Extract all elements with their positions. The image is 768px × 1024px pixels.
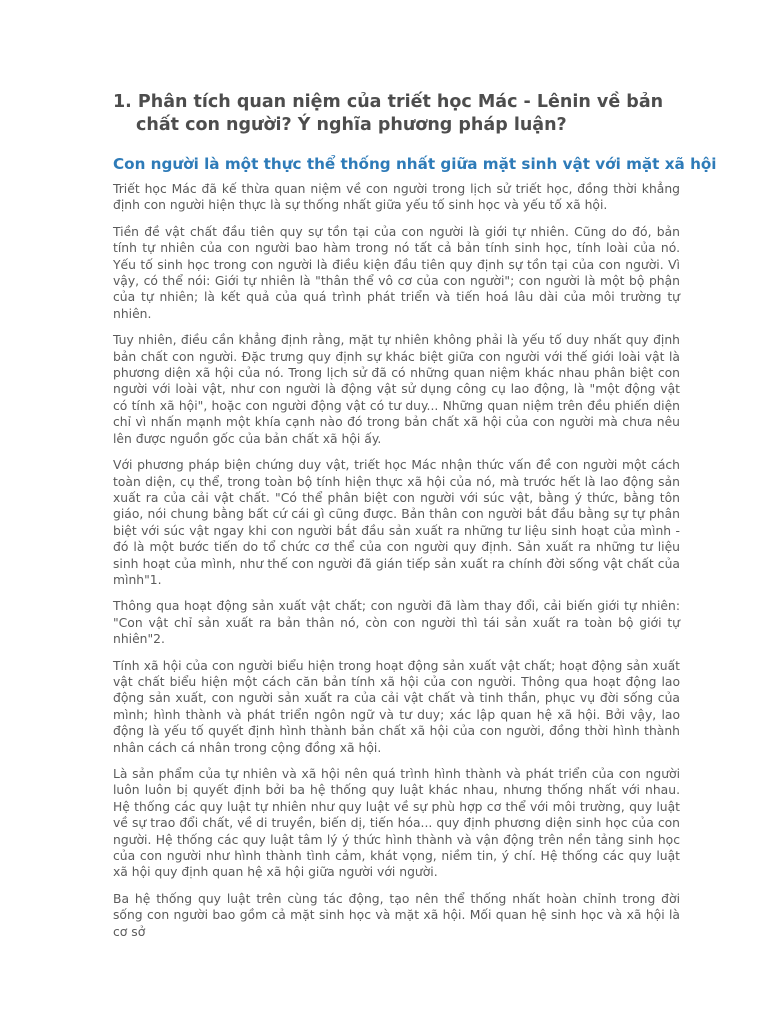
paragraph: Ba hệ thống quy luật trên cùng tác động, tạo nên thể thống nhất hoàn chỉnh trong đời sống con người bao gồm cả mặt sinh học và mặt xã hội. Mối quan hệ sinh học và xã hội là cơ sở — [113, 891, 680, 939]
document-title: 1. Phân tích quan niệm của triết học Mác - Lênin về bản chất con người? Ý nghĩa phương pháp luận? — [113, 92, 664, 135]
paragraph: Tiền đề vật chất đầu tiên quy sự tồn tại của con người là giới tự nhiên. Cũng do đó, bản tính tự nhiên của con người bao hàm trong nó tất cả bản tính sinh học, tính loài của nó. Yếu tố sinh học trong con người là điều kiện đầu tiên quy định sự tồn tại của con người. Vì vậy, có thể nói: Giới tự nhiên là "thân thể vô cơ của con người"; con người là một bộ phận của tự nhiên; là kết quả của quá trình phát triển và tiến hoá lâu dài của môi trường tự nhiên. — [113, 224, 680, 321]
paragraph: Triết học Mác đã kế thừa quan niệm về con người trong lịch sử triết học, đồng thời khẳng định con người hiện thực là sự thống nhất giữa yếu tố sinh học và yếu tố xã hội. — [113, 182, 680, 213]
paragraph: Thông qua hoạt động sản xuất vật chất; con người đã làm thay đổi, cải biến giới tự nhiên: "Con vật chỉ sản xuất ra bản thân nó, còn con người thì tái sản xuất ra toàn bộ giới tự nhiên"2. — [113, 599, 680, 647]
section-heading: Con người là một thực thể thống nhất giữa mặt sinh vật với mặt xã hội — [113, 155, 717, 173]
document-body — [113, 181, 680, 950]
paragraph: Tính xã hội của con người biểu hiện trong hoạt động sản xuất vật chất; hoạt động sản xuất vật chất biểu hiện một cách căn bản tính xã hội của con người. Thông qua hoạt động lao động sản xuất, con người sản xuất ra của cải vật chất và tinh thần, phục vụ đời sống của mình; hình thành và phát triển ngôn ngữ và tư duy; xác lập quan hệ xã hội. Bởi vậy, lao động là yếu tố quyết định hình thành bản chất xã hội của con người, đồng thời hình thành nhân cách cá nhân trong cộng đồng xã hội. — [113, 658, 680, 755]
paragraph: Tuy nhiên, điều cần khẳng định rằng, mặt tự nhiên không phải là yếu tố duy nhất quy định bản chất con người. Đặc trưng quy định sự khác biệt giữa con người với thế giới loài vật là phương diện xã hội của nó. Trong lịch sử đã có những quan niệm khác nhau phân biệt con người với loài vật, như con người là động vật sử dụng công cụ lao động, là "một động vật có tính xã hội", hoặc con người động vật có tư duy... Những quan niệm trên đều phiến diện chỉ vì nhấn mạnh một khía cạnh nào đó trong bản chất xã hội của con người mà chưa nêu lên được nguồn gốc của bản chất xã hội ấy. — [113, 333, 680, 446]
paragraph: Với phương pháp biện chứng duy vật, triết học Mác nhận thức vấn đề con người một cách toàn diện, cụ thể, trong toàn bộ tính hiện thực xã hội của nó, mà trước hết là lao động sản xuất ra của cải vật chất. "Có thể phân biệt con người với súc vật, bằng ý thức, bằng tôn giáo, nói chung bằng bất cứ cái gì cũng được. Bản thân con người bắt đầu bằng sự tự phân biệt với súc vật ngay khi con người bắt đầu sản xuất ra những tư liệu sinh hoạt của mình - đó là một bước tiến do tổ chức cơ thể của con người quy định. Sản xuất ra những tư liệu sinh hoạt của mình, như thế con người đã gián tiếp sản xuất ra chính đời sống vật chất của mình"1. — [113, 458, 680, 587]
paragraph: Là sản phẩm của tự nhiên và xã hội nên quá trình hình thành và phát triển của con người luôn luôn bị quyết định bởi ba hệ thống quy luật khác nhau, nhưng thống nhất với nhau. Hệ thống các quy luật tự nhiên như quy luật về sự phù hợp cơ thể với môi trường, quy luật về sự trao đổi chất, về di truyền, biến dị, tiến hóa... quy định phương diện sinh học của con người. Hệ thống các quy luật tâm lý ý thức hình thành và vận động trên nền tảng sinh học của con người như hình thành tình cảm, khát vọng, niềm tin, ý chí. Hệ thống các quy luật xã hội quy định quan hệ xã hội giữa người với người. — [113, 767, 680, 880]
